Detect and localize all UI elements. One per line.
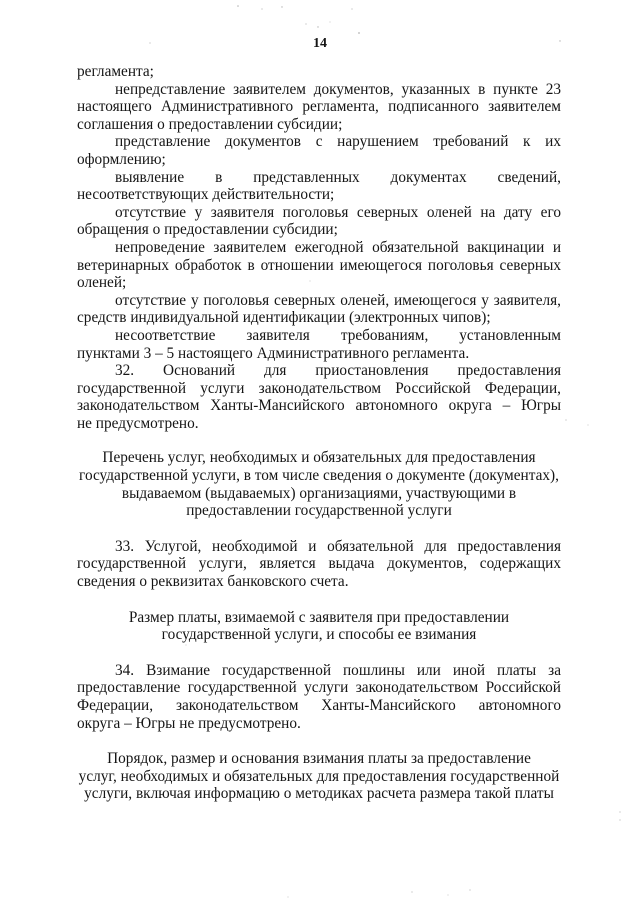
text-line: выявление в представленных документах сведений, xyxy=(115,168,561,186)
text-line: непредставление заявителем документов, указанных в пункте 23 xyxy=(115,80,561,98)
section-heading-line: государственной услуги, и способы ее взимания xyxy=(161,626,477,644)
text-line: сведения о реквизитах банковского счета. xyxy=(77,573,349,591)
text-line: средств индивидуальной идентификации (электронных чипов); xyxy=(77,309,491,327)
section-heading-line: государственной услуги, в том числе сведения о документе (документах), xyxy=(79,467,559,485)
text-line: законодательством Ханты-Мансийского автономного округа – Югры xyxy=(77,397,561,415)
text-line: 32. Оснований для приостановления предоставления xyxy=(115,362,561,380)
text-line: Федерации, законодательством Ханты-Мансийского автономного xyxy=(77,697,561,714)
text-line: непроведение заявителем ежегодной обязательной вакцинации и xyxy=(115,238,561,256)
text-line: 34. Взимание государственной пошлины или иной платы за xyxy=(115,661,561,679)
text-line: 33. Услугой, необходимой и обязательной для предоставления xyxy=(115,537,561,555)
text-line: регламента; xyxy=(77,63,154,80)
text-line: округа – Югры не предусмотрено. xyxy=(77,714,301,732)
text-line: соглашения о предоставлении субсидии; xyxy=(77,115,343,133)
section-heading-line: Размер платы, взимаемой с заявителя при предоставлении xyxy=(128,608,510,626)
section-heading-line: выдаваемом (выдаваемых) организациями, участвующими в xyxy=(121,484,517,502)
section-heading-line: услуг, необходимых и обязательных для предоставления государственной xyxy=(78,767,560,785)
section-heading-line: услуги, включая информацию о методиках расчета размера такой платы xyxy=(84,785,554,803)
text-line: не предусмотрено. xyxy=(77,414,199,432)
text-line: отсутствие у заявителя поголовья северных оленей на дату его xyxy=(115,203,561,221)
document-body xyxy=(77,63,561,803)
section-heading-line: Порядок, размер и основания взимания платы за предоставление xyxy=(107,750,531,768)
text-line: отсутствие у поголовья северных оленей, имеющегося у заявителя, xyxy=(115,291,561,309)
section-heading-line: предоставлении государственной услуги xyxy=(186,502,452,520)
text-line: настоящего Административного регламента, подписанного заявителем xyxy=(77,98,561,116)
text-line: государственной услуги, является выдача документов, содержащих xyxy=(77,555,561,573)
page-number: 14 xyxy=(313,36,327,51)
text-line: предоставление государственной услуги законодательством Российской xyxy=(77,679,561,697)
text-line: несоответствие заявителя требованиям, установленным xyxy=(115,326,561,344)
text-line: пунктами 3 – 5 настоящего Административного регламента. xyxy=(77,344,470,362)
text-line: государственной услуги законодательством Российской Федерации, xyxy=(77,379,561,397)
text-line: обращения о предоставлении субсидии; xyxy=(77,221,338,239)
text-line: ветеринарных обработок в отношении имеющегося поголовья северных xyxy=(77,256,561,274)
text-line: несоответствующих действительности; xyxy=(77,186,335,204)
text-line: представление документов с нарушением требований к их xyxy=(115,133,561,151)
text-line: оленей; xyxy=(77,274,127,292)
section-heading-line: Перечень услуг, необходимых и обязательных для предоставления xyxy=(102,449,536,467)
text-line: оформлению; xyxy=(77,150,166,168)
